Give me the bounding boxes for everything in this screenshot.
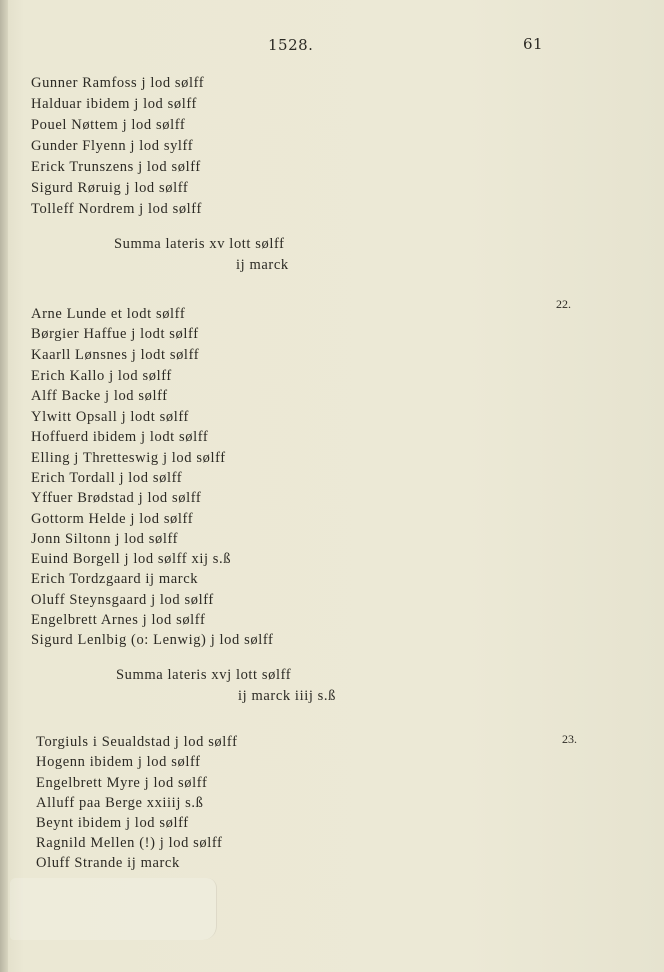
entry-line: Yffuer Brødstad j lod sølff: [31, 490, 202, 506]
entry-line: Alluff paa Berge xxiiij s.ß: [36, 795, 204, 811]
entry-line: Erick Trunszens j lod sølff: [31, 159, 201, 175]
page-spine-shadow: [0, 0, 8, 972]
entry-line: Ragnild Mellen (!) j lod sølff: [36, 835, 223, 851]
entry-line: Erich Kallo j lod sølff: [31, 368, 172, 384]
running-header-year: 1528.: [268, 36, 314, 54]
paper-stain: [10, 878, 217, 940]
entry-line: Oluff Strande ij marck: [36, 855, 180, 871]
entry-line: Gottorm Helde j lod sølff: [31, 511, 194, 527]
entry-line: Oluff Steynsgaard j lod sølff: [31, 592, 214, 608]
entry-line: Erich Tordall j lod sølff: [31, 470, 183, 486]
entry-line: Gunder Flyenn j lod sylff: [31, 138, 194, 154]
entry-line: Engelbrett Myre j lod sølff: [36, 775, 208, 791]
entry-line: Alff Backe j lod sølff: [31, 388, 168, 404]
entry-line: Gunner Ramfoss j lod sølff: [31, 75, 205, 91]
entry-line: Kaarll Lønsnes j lodt sølff: [31, 347, 200, 363]
entry-line: Torgiuls i Seualdstad j lod sølff: [36, 734, 238, 750]
entry-line: Hogenn ibidem j lod sølff: [36, 754, 201, 770]
entry-line: Arne Lunde et lodt sølff: [31, 306, 186, 322]
entry-line: Børgier Haffue j lodt sølff: [31, 326, 199, 342]
entry-line: Tolleff Nordrem j lod sølff: [31, 201, 202, 217]
entry-line: Halduar ibidem j lod sølff: [31, 96, 197, 112]
entry-line: Engelbrett Arnes j lod sølff: [31, 612, 206, 628]
summa-line: ij marck: [236, 257, 289, 273]
entry-line: Ylwitt Opsall j lodt sølff: [31, 409, 189, 425]
entry-line: Elling j Thretteswig j lod sølff: [31, 450, 226, 466]
entry-line: Beynt ibidem j lod sølff: [36, 815, 189, 831]
entry-line: Erich Tordzgaard ij marck: [31, 571, 199, 587]
summa-line: Summa lateris xvj lott sølff: [116, 667, 292, 683]
page-number: 61: [523, 35, 544, 53]
entry-line: Hoffuerd ibidem j lodt sølff: [31, 429, 209, 445]
entry-line: Euind Borgell j lod sølff xij s.ß: [31, 551, 232, 567]
entry-line: Pouel Nøttem j lod sølff: [31, 117, 186, 133]
entry-line: Sigurd Røruig j lod sølff: [31, 180, 189, 196]
entry-line: Sigurd Lenlbig (o: Lenwig) j lod sølff: [31, 632, 274, 648]
margin-note: 22.: [556, 297, 571, 311]
summa-line: ij marck iiij s.ß: [238, 688, 336, 704]
summa-line: Summa lateris xv lott sølff: [114, 236, 285, 252]
entry-line: Jonn Siltonn j lod sølff: [31, 531, 179, 547]
margin-note: 23.: [562, 732, 577, 746]
